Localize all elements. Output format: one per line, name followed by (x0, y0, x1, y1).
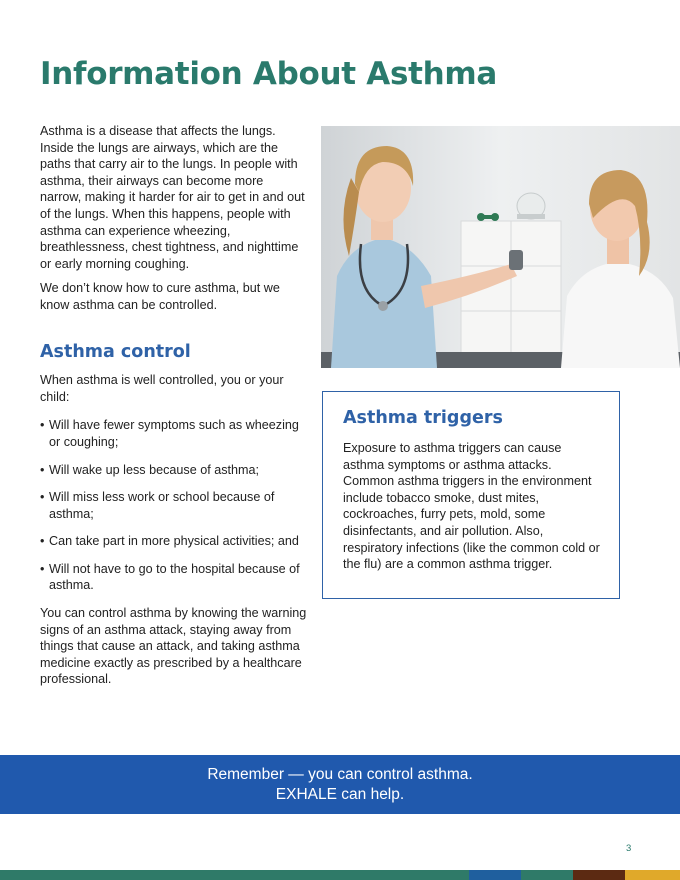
footer-segment (0, 870, 469, 880)
list-item: • Will have fewer symptoms such as wheezing or coughing; (40, 417, 308, 450)
list-item: • Will wake up less because of asthma; (40, 462, 308, 479)
footer-segment (625, 870, 680, 880)
banner-line: Remember — you can control asthma. (207, 766, 473, 783)
list-item: • Will not have to go to the hospital because of asthma. (40, 561, 308, 594)
asthma-triggers-box (322, 391, 620, 599)
asthma-control-list (40, 417, 308, 594)
page-number: 3 (626, 843, 632, 854)
footer-segment (469, 870, 521, 880)
intro-paragraph: We don’t know how to cure asthma, but we know asthma can be controlled. (40, 281, 280, 312)
footer-segment (573, 870, 625, 880)
asthma-control-closing: You can control asthma by knowing the warning signs of an asthma attack, staying away from things that cause an attack, and taking asthma medicine exactly as prescribed by a healthcare professional. (40, 606, 307, 687)
list-item: • Can take part in more physical activities; and (40, 533, 308, 550)
footer-color-bar (0, 870, 680, 880)
left-column (40, 123, 308, 696)
reminder-banner (0, 755, 680, 814)
asthma-triggers-heading: Asthma triggers (343, 408, 503, 428)
page-title: Information About Asthma (40, 56, 498, 92)
banner-line: EXHALE can help. (275, 786, 405, 803)
asthma-control-lead: When asthma is well controlled, you or your child: (40, 373, 284, 404)
asthma-triggers-text: Exposure to asthma triggers can cause asthma symptoms or asthma attacks. Common asthma triggers in the environment include tobacco smoke, dust mites, cockroaches, furry pets, mold, some disinfectants, and air pollution. Also, respiratory infections (like the common cold or the flu) are a common asthma trigger. (343, 441, 600, 572)
doctor-patient-photo (321, 126, 680, 368)
footer-segment (521, 870, 573, 880)
intro-paragraph: Asthma is a disease that affects the lungs. Inside the lungs are airways, which are the paths that carry air to the lungs. In people with asthma, their airways can become more narrow, making it harder for air to get in and out of the lungs. When this happens, people with asthma can experience wheezing, breathlessness, chest tightness, and nighttime or early morning coughing. (40, 124, 305, 271)
asthma-control-heading: Asthma control (40, 341, 191, 362)
list-item: • Will miss less work or school because of asthma; (40, 489, 308, 522)
